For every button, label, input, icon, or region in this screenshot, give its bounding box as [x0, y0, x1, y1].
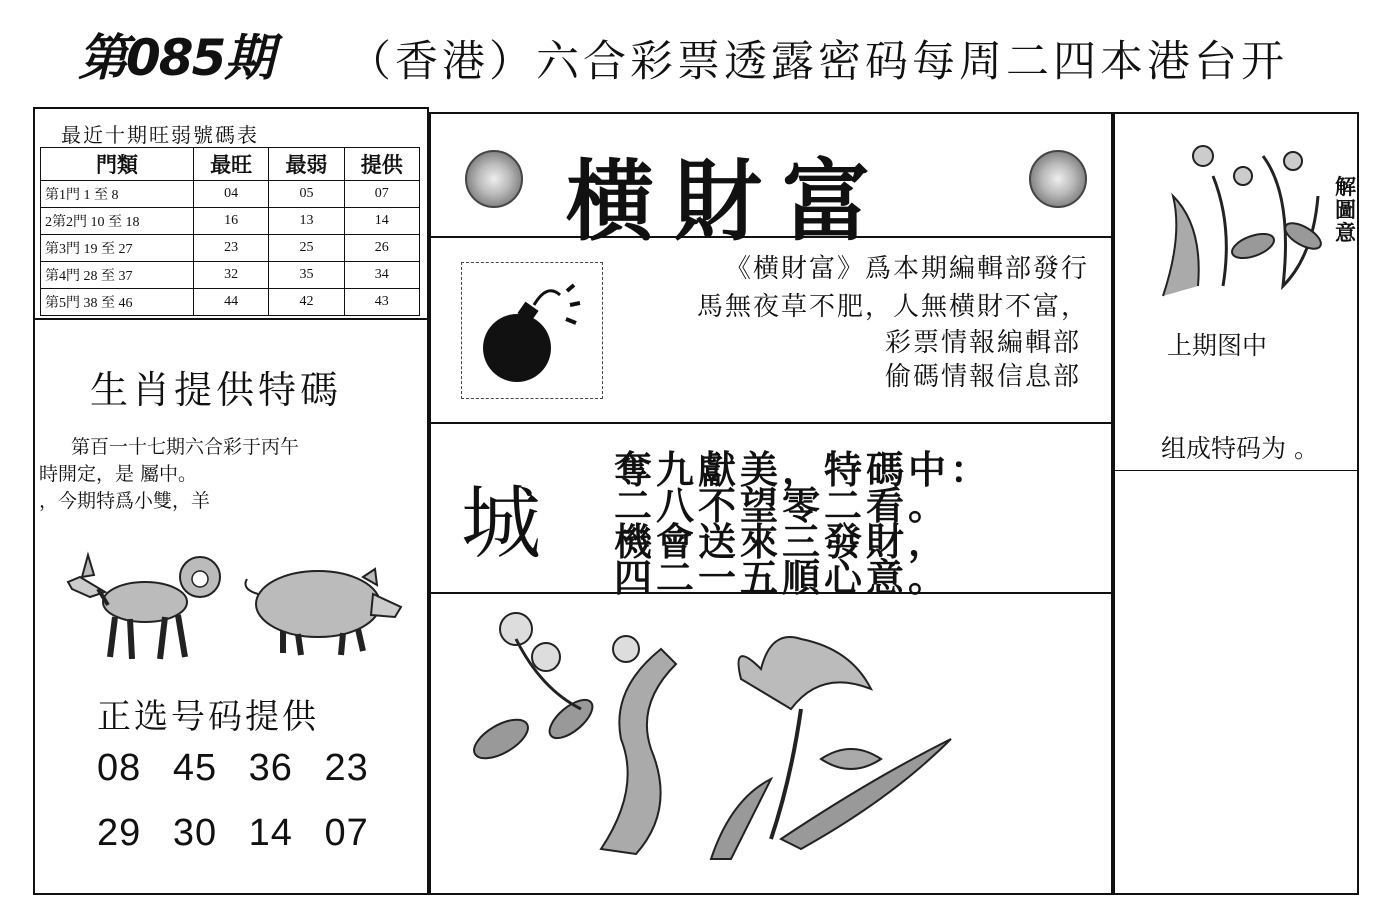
- max-cell: 32: [193, 262, 268, 289]
- zodiac-text: [39, 434, 419, 515]
- hint-character: 城: [461, 477, 541, 570]
- dog-image: [60, 537, 225, 667]
- picks-row-1: 08 45 36 23: [97, 747, 369, 789]
- main-title: 横財富: [566, 149, 891, 253]
- flower-illustration: [471, 609, 991, 869]
- door-cell: 第1門 1 至 8: [41, 181, 194, 208]
- issue-number: 第085期: [78, 29, 273, 87]
- poem-line: 機會送來三發財，: [614, 519, 951, 564]
- table-row: [41, 235, 420, 262]
- min-cell: 13: [269, 208, 344, 235]
- zodiac-title: 生肖提供特碼: [90, 368, 343, 412]
- picks-row-2: 29 30 14 07: [97, 812, 369, 854]
- plant-illustration: [1143, 136, 1328, 316]
- zodiac-line: 第百一十七期六合彩于丙午: [71, 436, 300, 458]
- divider: [431, 236, 1111, 238]
- middle-panel: [429, 112, 1113, 895]
- door-cell: 2第2門 10 至 18: [41, 208, 194, 235]
- zodiac-line: ，今期特爲小雙，羊: [39, 490, 211, 512]
- min-cell: 05: [269, 181, 344, 208]
- max-cell: 16: [193, 208, 268, 235]
- intro-line: 馬無夜草不肥，人無横財不富，: [696, 292, 1089, 322]
- table-header: 門類: [41, 148, 194, 181]
- intro-line: 偷碼情報信息部: [884, 362, 1081, 392]
- coin-icon: [1029, 150, 1087, 208]
- max-cell: 44: [193, 289, 268, 316]
- table-row: [41, 289, 420, 316]
- headline: （香港）六合彩票透露密码每周二四本港台开: [348, 37, 1288, 87]
- max-cell: 04: [193, 181, 268, 208]
- divider: [431, 422, 1111, 424]
- intro-line: 《横財富》爲本期編輯部發行: [724, 254, 1089, 284]
- offer-cell: 07: [344, 181, 419, 208]
- offer-cell: 43: [344, 289, 419, 316]
- table-header: 最弱: [269, 148, 344, 181]
- table-header-row: [41, 148, 420, 181]
- door-cell: 第3門 19 至 27: [41, 235, 194, 262]
- right-panel: [1113, 112, 1359, 895]
- last-issue-label: 上期图中: [1167, 331, 1268, 360]
- poem-line: 四二一五順心意。: [614, 555, 951, 600]
- poem-line: 奪九獻美，特碼中：: [614, 447, 993, 492]
- min-cell: 35: [269, 262, 344, 289]
- max-cell: 23: [193, 235, 268, 262]
- hot-cold-table: [40, 147, 420, 316]
- bomb-box: [461, 262, 603, 399]
- bomb-icon: [462, 263, 602, 398]
- poem-line: 二八不望零二看。: [614, 483, 951, 528]
- zodiac-line: 時開定，是 屬中。: [39, 463, 198, 485]
- table-title: 最近十期旺弱號碼表: [61, 123, 259, 147]
- divider: [1115, 470, 1357, 471]
- decode-label: 解 圖 意: [1335, 175, 1356, 245]
- left-panel: [33, 107, 429, 895]
- door-cell: 第4門 28 至 37: [41, 262, 194, 289]
- divider: [35, 318, 427, 320]
- offer-cell: 14: [344, 208, 419, 235]
- offer-cell: 26: [344, 235, 419, 262]
- intro-line: 彩票情報編輯部: [884, 328, 1081, 358]
- picks-title: 正选号码提供: [97, 697, 319, 737]
- table-row: [41, 208, 420, 235]
- special-code-label: 组成特码为 。: [1161, 434, 1319, 463]
- table-row: [41, 181, 420, 208]
- min-cell: 42: [269, 289, 344, 316]
- pig-image: [233, 549, 408, 659]
- table-header: 最旺: [193, 148, 268, 181]
- table-row: [41, 262, 420, 289]
- offer-cell: 34: [344, 262, 419, 289]
- table-header: 提供: [344, 148, 419, 181]
- coin-icon: [465, 150, 523, 208]
- divider: [431, 592, 1111, 594]
- min-cell: 25: [269, 235, 344, 262]
- door-cell: 第5門 38 至 46: [41, 289, 194, 316]
